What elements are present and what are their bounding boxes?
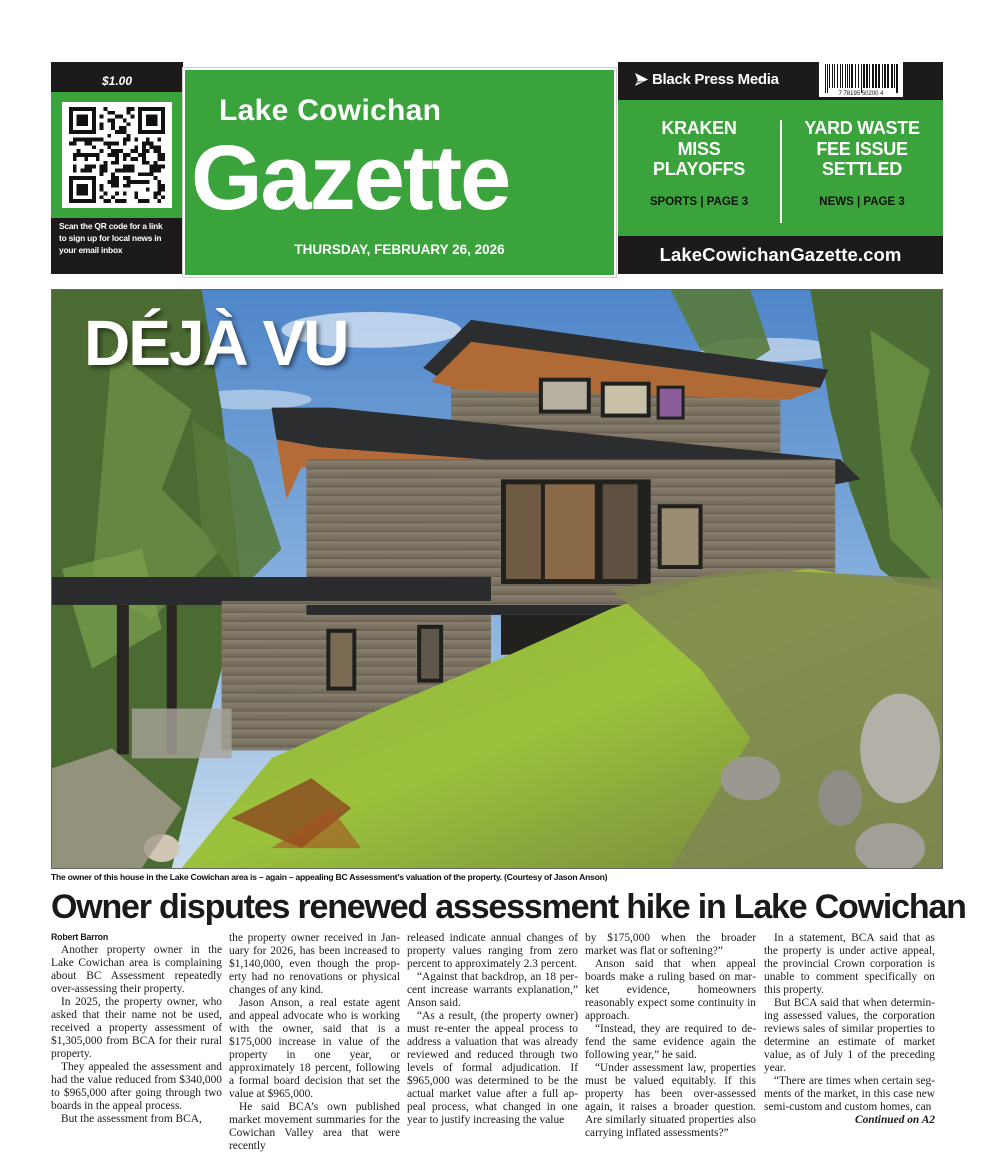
article-body: [51, 932, 943, 1167]
qr-module: [107, 119, 111, 123]
black-press-flag-icon: [634, 72, 649, 87]
qr-module: [77, 149, 81, 153]
qr-module: [123, 157, 127, 161]
qr-module: [111, 195, 115, 199]
qr-module: [157, 184, 161, 188]
qr-module: [127, 122, 131, 126]
qr-module: [157, 149, 161, 153]
article-column: [585, 932, 756, 1140]
qr-module: [119, 115, 123, 119]
qr-module: [157, 157, 161, 161]
qr-module: [100, 122, 104, 126]
qr-module: [146, 188, 150, 192]
qr-module: [100, 138, 104, 142]
qr-module: [96, 157, 100, 161]
qr-module: [130, 115, 134, 119]
masthead: [51, 62, 943, 277]
barcode-bar: [825, 64, 826, 93]
qr-module: [96, 153, 100, 157]
qr-code-icon[interactable]: [62, 102, 172, 208]
qr-code-graphic: [67, 107, 167, 203]
paragraph: Another property owner in the Lake Cowichan area is complaining about BC Assessment repeatedly over-assessing their property.: [51, 944, 222, 995]
qr-module: [84, 142, 88, 146]
qr-module: [130, 165, 134, 169]
qr-module: [142, 157, 146, 161]
nameplate-line2: Gazette: [191, 127, 510, 229]
qr-module: [84, 165, 88, 169]
qr-module: [146, 199, 150, 203]
qr-module: [146, 161, 150, 165]
qr-module: [134, 191, 138, 195]
qr-module: [104, 161, 108, 165]
qr-module: [88, 165, 92, 169]
qr-module: [153, 145, 157, 149]
qr-module: [111, 176, 115, 180]
lead-photo: [51, 289, 943, 869]
teaser-band: [618, 100, 943, 236]
issue-date: THURSDAY, FEBRUARY 26, 2026: [294, 242, 505, 257]
qr-module: [127, 107, 131, 111]
qr-module: [150, 172, 154, 176]
qr-module: [123, 168, 127, 172]
qr-module: [123, 153, 127, 157]
qr-module: [157, 180, 161, 184]
teaser-news[interactable]: [781, 118, 943, 208]
qr-module: [111, 119, 115, 123]
qr-module: [134, 145, 138, 149]
paragraph: “Under assessment law, properties must be valued equitably. If this property has been over-assessed again, it raises a broader question. Are similarly situated properties also carrying inflated assessments?”: [585, 1062, 756, 1139]
paragraph: Anson said that when appeal boards make a ruling based on market evidence, homeowners reasonably expect some continuity in approach.: [585, 958, 756, 1022]
qr-module: [161, 153, 165, 157]
qr-module: [146, 138, 150, 142]
barcode-bar: [872, 64, 874, 88]
qr-module: [153, 161, 157, 165]
qr-module: [100, 184, 104, 188]
qr-module: [84, 168, 88, 172]
qr-module: [81, 153, 85, 157]
barcode-bar: [855, 64, 856, 88]
teaser-section: SPORTS | PAGE 3: [649, 195, 749, 208]
nameplate-line1: Lake Cowichan: [219, 94, 442, 127]
qr-module: [115, 161, 119, 165]
article-headline[interactable]: Owner disputes renewed assessment hike in Lake Cowichan: [51, 888, 966, 926]
qr-module: [84, 157, 88, 161]
qr-module: [138, 153, 142, 157]
barcode-bar: [863, 64, 865, 88]
qr-module: [73, 153, 77, 157]
qr-module: [107, 180, 111, 184]
qr-finder: [146, 115, 158, 127]
qr-module: [119, 149, 123, 153]
qr-module: [130, 180, 134, 184]
qr-module: [104, 168, 108, 172]
publisher-name: Black Press Media: [652, 71, 779, 88]
qr-module: [142, 149, 146, 153]
teaser-headline-line: MISS: [677, 138, 721, 159]
paragraph: “There are times when certain segments of the market, in this case new semi-custom and custom homes, can: [764, 1075, 935, 1113]
qr-module: [123, 184, 127, 188]
barcode-digits: 7 78195 50200 4: [838, 91, 884, 97]
qr-module: [123, 191, 127, 195]
qr-module: [142, 142, 146, 146]
teaser-headline-line: FEE ISSUE: [816, 138, 908, 159]
qr-module: [77, 153, 81, 157]
qr-module: [130, 107, 134, 111]
qr-module: [142, 172, 146, 176]
qr-module: [100, 115, 104, 119]
qr-module: [73, 138, 77, 142]
qr-module: [123, 130, 127, 134]
website-link[interactable]: LakeCowichanGazette.com: [659, 244, 902, 265]
qr-module: [150, 142, 154, 146]
nameplate: [183, 68, 616, 277]
paragraph: “Against that backdrop, an 18 percent increase warrants explanation,” Anson said.: [407, 971, 578, 1009]
qr-module: [84, 138, 88, 142]
barcode-bar: [858, 64, 859, 88]
teaser-section: NEWS | PAGE 3: [819, 195, 905, 208]
article-column: [229, 932, 400, 1153]
qr-module: [157, 168, 161, 172]
qr-module: [150, 165, 154, 169]
qr-module: [100, 188, 104, 192]
qr-module: [88, 153, 92, 157]
barcode-bar: [891, 64, 893, 88]
barcode-bar: [847, 64, 848, 88]
qr-module: [127, 184, 131, 188]
barcode-bar: [861, 64, 862, 93]
qr-module: [138, 172, 142, 176]
qr-module: [100, 165, 104, 169]
paragraph: But BCA said that when determining assessed values, the corporation reviews sales of similar properties to determine an estimate of market value, as of July 1 of the preceding year.: [764, 997, 935, 1074]
qr-module: [88, 168, 92, 172]
teaser-headline-line: PLAYOFFS: [653, 159, 745, 179]
qr-module: [142, 153, 146, 157]
qr-module: [104, 107, 108, 111]
qr-module: [115, 157, 119, 161]
qr-module: [130, 168, 134, 172]
qr-module: [104, 142, 108, 146]
qr-module: [142, 199, 146, 203]
continued-jump-link[interactable]: Continued on A2: [855, 1114, 935, 1126]
barcode-bar: [832, 64, 833, 88]
qr-module: [92, 138, 96, 142]
qr-module: [100, 168, 104, 172]
barcode-bar: [894, 64, 895, 88]
qr-module: [153, 195, 157, 199]
qr-module: [157, 145, 161, 149]
qr-module: [134, 138, 138, 142]
paragraph: In 2025, the property owner, who asked that their name not be used, received a property assessment of $1,305,000 from BCA for their rural property.: [51, 996, 222, 1060]
qr-module: [73, 168, 77, 172]
qr-module: [153, 176, 157, 180]
teaser-headline: [618, 118, 780, 180]
paragraph: released indicate annual changes of property values ranging from zero percent to approximately 2.3 percent.: [407, 932, 578, 970]
qr-module: [127, 165, 131, 169]
qr-module: [157, 188, 161, 192]
qr-module: [119, 199, 123, 203]
barcode-bar: [834, 64, 835, 88]
qr-module: [111, 111, 115, 115]
qr-module: [123, 126, 127, 130]
qr-module: [115, 176, 119, 180]
qr-module: [92, 165, 96, 169]
qr-module: [127, 138, 131, 142]
qr-module: [115, 130, 119, 134]
barcode-bar: [829, 64, 830, 88]
qr-module: [115, 142, 119, 146]
qr-module: [157, 153, 161, 157]
qr-band: [51, 92, 183, 218]
qr-module: [107, 145, 111, 149]
qr-module: [146, 180, 150, 184]
qr-module: [107, 111, 111, 115]
barcode-bar: [896, 64, 898, 93]
teaser-panel: [618, 62, 943, 274]
qr-module: [107, 199, 111, 203]
qr-module: [153, 165, 157, 169]
photo-kicker: DÉJÀ VU: [84, 307, 348, 379]
qr-module: [111, 153, 115, 157]
barcode-bar: [842, 64, 843, 88]
qr-module: [100, 172, 104, 176]
qr-module: [127, 153, 131, 157]
qr-module: [157, 191, 161, 195]
qr-module: [115, 153, 119, 157]
qr-module: [161, 165, 165, 169]
qr-module: [146, 142, 150, 146]
price-label: $1.00: [101, 74, 133, 88]
paragraph: “Instead, they are required to defend the same evidence again the following year,” he said.: [585, 1023, 756, 1061]
qr-prompt-line: Scan the QR code for a link: [59, 221, 163, 231]
paragraph: In a statement, BCA said that as the property is under active appeal, the provincial Crown corporation is unable to comment specifically on this property.: [764, 932, 935, 996]
qr-module: [111, 172, 115, 176]
barcode-bar: [849, 64, 850, 88]
qr-module: [107, 142, 111, 146]
qr-module: [73, 142, 77, 146]
qr-finder: [77, 115, 89, 127]
qr-module: [107, 134, 111, 138]
qr-module: [157, 138, 161, 142]
qr-module: [161, 188, 165, 192]
barcode-graphic: [819, 62, 903, 97]
qr-module: [138, 199, 142, 203]
qr-module: [130, 157, 134, 161]
qr-module: [100, 149, 104, 153]
barcode-bar: [851, 64, 853, 88]
barcode-bar: [887, 64, 889, 88]
qr-module: [153, 191, 157, 195]
qr-module: [127, 134, 131, 138]
teaser-sports[interactable]: [618, 118, 780, 208]
qr-module: [123, 165, 127, 169]
qr-module: [81, 138, 85, 142]
teaser-headline-line: YARD WASTE: [804, 118, 920, 138]
barcode-bar: [866, 64, 868, 88]
paragraph: “As a result, (the property owner) must re-enter the appeal process to address a valuation that was already reviewed and reduced through two levels of formal adjudication. If $965,000 was determined to be the actual market value after a full appeal process, what changed in one year to justify increasing the value: [407, 1010, 578, 1126]
qr-module: [111, 149, 115, 153]
qr-module: [115, 191, 119, 195]
paragraph: Jason Anson, a real estate agent and appeal advocate who is working with the owner, said that is a $175,000 increase in value of the property in one year, or approximately 18 percent, following a formal board decision that set the value at $965,000.: [229, 997, 400, 1100]
qr-prompt-line: your email inbox: [59, 245, 123, 255]
barcode-icon: [819, 62, 903, 97]
qr-module: [157, 165, 161, 169]
qr-module: [138, 180, 142, 184]
qr-module: [150, 168, 154, 172]
qr-module: [130, 149, 134, 153]
qr-module: [88, 142, 92, 146]
barcode-bar: [878, 64, 880, 88]
paragraph: the property owner received in January for 2026, has been increased to $1,140,000, even though the property had no renovations or physical changes of any kind.: [229, 932, 400, 996]
teaser-headline-line: KRAKEN: [661, 118, 737, 138]
qr-module: [96, 138, 100, 142]
barcode-bar: [827, 64, 828, 93]
qr-module: [146, 149, 150, 153]
qr-module: [77, 138, 81, 142]
qr-module: [123, 119, 127, 123]
qr-prompt: [59, 220, 181, 256]
qr-module: [134, 180, 138, 184]
paragraph: by $175,000 when the broader market was flat or softening?”: [585, 932, 756, 957]
qr-module: [142, 161, 146, 165]
qr-module: [127, 176, 131, 180]
qr-module: [134, 149, 138, 153]
barcode-bar: [882, 64, 883, 88]
qr-module: [92, 153, 96, 157]
byline: Robert Barron: [51, 932, 109, 942]
paragraph: He said BCA’s own published market movement summaries for the Cowichan Valley area that were recently: [229, 1101, 400, 1152]
qr-module: [111, 161, 115, 165]
qr-module: [157, 199, 161, 203]
qr-module: [127, 111, 131, 115]
publisher-logo: [634, 71, 779, 88]
qr-module: [111, 126, 115, 130]
qr-module: [73, 157, 77, 161]
barcode-bar: [884, 64, 886, 88]
qr-module: [123, 142, 127, 146]
qr-module: [161, 195, 165, 199]
qr-module: [123, 199, 127, 203]
article-column: [51, 944, 222, 1126]
article-column: [764, 932, 935, 1127]
qr-module: [111, 184, 115, 188]
qr-module: [73, 165, 77, 169]
qr-module: [115, 149, 119, 153]
qr-module: [69, 142, 73, 146]
qr-module: [92, 145, 96, 149]
qr-module: [119, 126, 123, 130]
qr-module: [134, 195, 138, 199]
qr-module: [104, 191, 108, 195]
qr-module: [100, 126, 104, 130]
qr-module: [123, 176, 127, 180]
qr-module: [123, 138, 127, 142]
qr-module: [84, 153, 88, 157]
barcode-bar: [840, 64, 841, 88]
qr-module: [150, 145, 154, 149]
barcode-bar: [869, 64, 870, 88]
qr-module: [161, 184, 165, 188]
qr-finder: [77, 184, 89, 196]
paragraph: They appealed the assessment and had the value reduced from $340,000 to $965,000 after going through two boards in the appeal process.: [51, 1061, 222, 1112]
qr-module: [119, 130, 123, 134]
qr-module: [142, 180, 146, 184]
teaser-headline-line: SETTLED: [822, 159, 902, 179]
qr-module: [111, 122, 115, 126]
article-column: [407, 932, 578, 1127]
qr-module: [115, 199, 119, 203]
photo-caption: The owner of this house in the Lake Cowichan area is – again – appealing BC Assessment’s valuation of the property. (Courtesy of Jason Anson): [51, 872, 608, 882]
qr-module: [111, 142, 115, 146]
qr-module: [115, 168, 119, 172]
teaser-headline: [781, 118, 943, 180]
qr-module: [161, 157, 165, 161]
qr-module: [104, 199, 108, 203]
qr-module: [127, 168, 131, 172]
qr-module: [134, 157, 138, 161]
qr-module: [111, 180, 115, 184]
qr-module: [142, 145, 146, 149]
paragraph: But the assessment from BCA,: [61, 1113, 202, 1125]
qr-module: [115, 184, 119, 188]
barcode-bar: [875, 64, 877, 88]
qr-module: [146, 172, 150, 176]
qr-module: [127, 180, 131, 184]
qr-module: [104, 165, 108, 169]
qr-module: [153, 168, 157, 172]
qr-module: [119, 168, 123, 172]
qr-module: [107, 153, 111, 157]
qr-panel: [51, 62, 183, 274]
qr-module: [153, 149, 157, 153]
qr-module: [115, 115, 119, 119]
barcode-bar: [837, 64, 838, 88]
qr-module: [88, 138, 92, 142]
qr-module: [115, 180, 119, 184]
qr-prompt-line: to sign up for local news in: [59, 233, 162, 243]
qr-module: [81, 168, 85, 172]
qr-module: [100, 195, 104, 199]
barcode-bar: [845, 64, 846, 88]
